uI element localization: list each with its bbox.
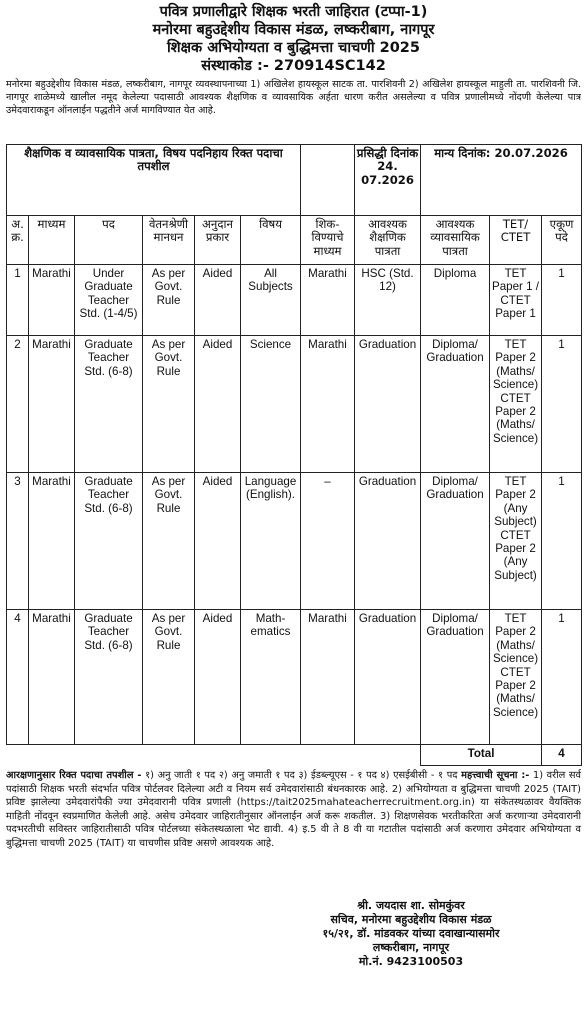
cell-prof: Diploma/ Graduation — [421, 610, 490, 745]
cell-pay: As per Govt. Rule — [143, 610, 195, 745]
cell-edu: Graduation — [355, 336, 421, 473]
intro-paragraph: मनोरमा बहुउद्देशीय विकास मंडळ, लष्करीबाग, नागपूर व्यवस्थापनाच्या 1) अखिलेश हायस्कूल साटक ता. पारशिवनी 2) अखिलेश हायस्कूल माहुली ता. पारशिवनी जि. नागपूर शाळेमध्ये खालील नमूद केलेल्या पदासाठी आवश्यक शैक्षणिक व व्यावसायिक अर्हता धारण करीत असलेल्या व पवित्र प्रणालीमध्ये नोंदणी केलेल्या पात्र उमेदवाराकडून ऑनलाईन पद्धतीने अर्ज मागविण्यात येत आहे. — [6, 79, 581, 117]
cell-medium: Marathi — [29, 473, 75, 610]
important-text: 1) वरील सर्व पदांसाठी शिक्षक भरती संदर्भात पवित्र पोर्टलवर दिलेल्या अटी व नियम सर्व उमेदवारांसाठी बंधनकारक आहे. 2) अभियोग्यता व बुद्धिमत्ता चाचणी 2025 (TAIT) प्रविष्ट झालेल्या उमेदवारांपैकी ज्या उमेदवारानी पवित्र प्रणाली (https://tait2025mahateacherrecruitment.org.in) या संकेतस्थळावर वैयक्तिक माहिती नोंदवून स्वप्रमाणित केलेली आहे. असेच उमेदवार जाहिरातीनुसार ऑनलाईन अर्ज करू शकतील. 3) शिक्षणसेवक भरतीकरिता अर्ज करणाऱ्या उमेदवारानी पदभरतीची सविस्तर जाहिरातीसाठी पवित्र पोर्टलच्या संकेतस्थळाला भेट द्यावी. 4) इ.5 वी ते 8 वी या गटातील पदांसाठी अर्ज करणारा उमेदवार अभियोग्यता व बुद्धिमत्ता चाचणी 2025 (TAIT) या चाचणीस प्रविष्ट असणे आवश्यक आहे. — [6, 770, 581, 849]
cell-no: 2 — [7, 336, 29, 473]
table-row — [7, 336, 582, 473]
signatory-name: श्री. जयदास शा. सोमकुंवर — [357, 899, 465, 912]
col-header: माध्यम — [29, 216, 75, 265]
cell-grant: Aided — [195, 610, 241, 745]
total-value: 4 — [542, 745, 582, 766]
table-header-row — [7, 216, 582, 265]
publish-date: प्रसिद्धी दिनांक 24. 07.2026 — [355, 145, 421, 216]
table-top-title: शैक्षणिक व व्यावसायिक पात्रता, विषय पदनिहाय रिक्त पदाचा तपशील — [7, 145, 301, 216]
col-header: अनुदान प्रकार — [195, 216, 241, 265]
signatory-address-1: १५/२१, डॉ. मांडवकर यांच्या दवाखान्यासमोर — [322, 927, 500, 940]
cell-grant: Aided — [195, 265, 241, 336]
signatory-address-2: लष्करीबाग, नागपूर — [372, 941, 450, 954]
cell-post: Graduate Teacher Std. (6-8) — [75, 610, 143, 745]
signatory-designation: सचिव, मनोरमा बहुउद्देशीय विकास मंडळ — [330, 913, 492, 926]
col-header: वेतनश्रेणी मानधन — [143, 216, 195, 265]
cell-pay: As per Govt. Rule — [143, 473, 195, 610]
table-row — [7, 473, 582, 610]
cell-posts: 1 — [542, 265, 582, 336]
cell-medium: Marathi — [29, 610, 75, 745]
cell-post: Under Graduate Teacher Std. (1-4/5) — [75, 265, 143, 336]
header-line-1: पवित्र प्रणालीद्वारे शिक्षक भरती जाहिरात (टप्पा-1) — [159, 4, 428, 20]
col-header: TET/ CTET — [490, 216, 542, 265]
table-top-row — [7, 145, 582, 216]
vacancy-table — [6, 144, 582, 766]
col-header: आवश्यक शैक्षणिक पात्रता — [355, 216, 421, 265]
cell-tet: TET Paper 2 (Any Subject) CTET Paper 2 (Any Subject) — [490, 473, 542, 610]
cell-subject: Science — [241, 336, 301, 473]
cell-teach-medium: Marathi — [301, 610, 355, 745]
cell-teach-medium: Marathi — [301, 336, 355, 473]
cell-edu: HSC (Std. 12) — [355, 265, 421, 336]
cell-subject: All Subjects — [241, 265, 301, 336]
cell-subject: Language (English). — [241, 473, 301, 610]
col-header: विषय — [241, 216, 301, 265]
table-row — [7, 265, 582, 336]
table-row — [7, 610, 582, 745]
cell-no: 3 — [7, 473, 29, 610]
cell-medium: Marathi — [29, 265, 75, 336]
total-blank — [7, 745, 421, 766]
cell-edu: Graduation — [355, 473, 421, 610]
cell-no: 4 — [7, 610, 29, 745]
col-header: एकूण पदे — [542, 216, 582, 265]
col-header: अ. क्र. — [7, 216, 29, 265]
cell-subject: Math- ematics — [241, 610, 301, 745]
cell-tet: TET Paper 1 / CTET Paper 1 — [490, 265, 542, 336]
table-top-blank — [301, 145, 355, 216]
cell-pay: As per Govt. Rule — [143, 336, 195, 473]
cell-prof: Diploma/ Graduation — [421, 473, 490, 610]
signature-block — [256, 899, 566, 969]
notes-section — [6, 769, 581, 899]
valid-date: मान्य दिनांक: 20.07.2026 — [421, 145, 582, 216]
cell-teach-medium: – — [301, 473, 355, 610]
header-line-3: शिक्षक अभियोग्यता व बुद्धिमत्ता चाचणी 2025 — [167, 40, 420, 56]
cell-prof: Diploma/ Graduation — [421, 336, 490, 473]
cell-post: Graduate Teacher Std. (6-8) — [75, 473, 143, 610]
reservation-text: १) अनु जाती १ पद २) अनु जमाती १ पद ३) ईडब्ल्यूएस - १ पद ४) एसईबीसी - १ पद — [141, 770, 462, 781]
reservation-title: आरक्षणानुसार रिक्त पदाचा तपशील - — [6, 770, 142, 781]
col-header: शिक- विण्याचे माध्यम — [301, 216, 355, 265]
total-row — [7, 745, 582, 766]
header-line-2: मनोरमा बहुउद्देशीय विकास मंडळ, लष्करीबाग, नागपूर — [152, 22, 435, 38]
cell-edu: Graduation — [355, 610, 421, 745]
cell-posts: 1 — [542, 336, 582, 473]
signatory-phone: मो.नं. 9423100503 — [358, 955, 464, 968]
cell-no: 1 — [7, 265, 29, 336]
cell-teach-medium: Marathi — [301, 265, 355, 336]
advertisement-header — [6, 0, 581, 75]
header-line-4: संस्थाकोड :- 270914SC142 — [201, 58, 386, 74]
col-header: आवश्यक व्यावसायिक पात्रता — [421, 216, 490, 265]
cell-tet: TET Paper 2 (Maths/ Science) CTET Paper 2 (Maths/ Science) — [490, 336, 542, 473]
cell-post: Graduate Teacher Std. (6-8) — [75, 336, 143, 473]
cell-medium: Marathi — [29, 336, 75, 473]
cell-grant: Aided — [195, 473, 241, 610]
col-header: पद — [75, 216, 143, 265]
important-title: महत्त्वाची सूचना :- — [461, 770, 530, 781]
cell-posts: 1 — [542, 610, 582, 745]
cell-grant: Aided — [195, 336, 241, 473]
advertisement-page — [6, 0, 581, 969]
cell-prof: Diploma — [421, 265, 490, 336]
cell-posts: 1 — [542, 473, 582, 610]
cell-tet: TET Paper 2 (Maths/ Science) CTET Paper 2 (Maths/ Science) — [490, 610, 542, 745]
total-label: Total — [421, 745, 542, 766]
cell-pay: As per Govt. Rule — [143, 265, 195, 336]
